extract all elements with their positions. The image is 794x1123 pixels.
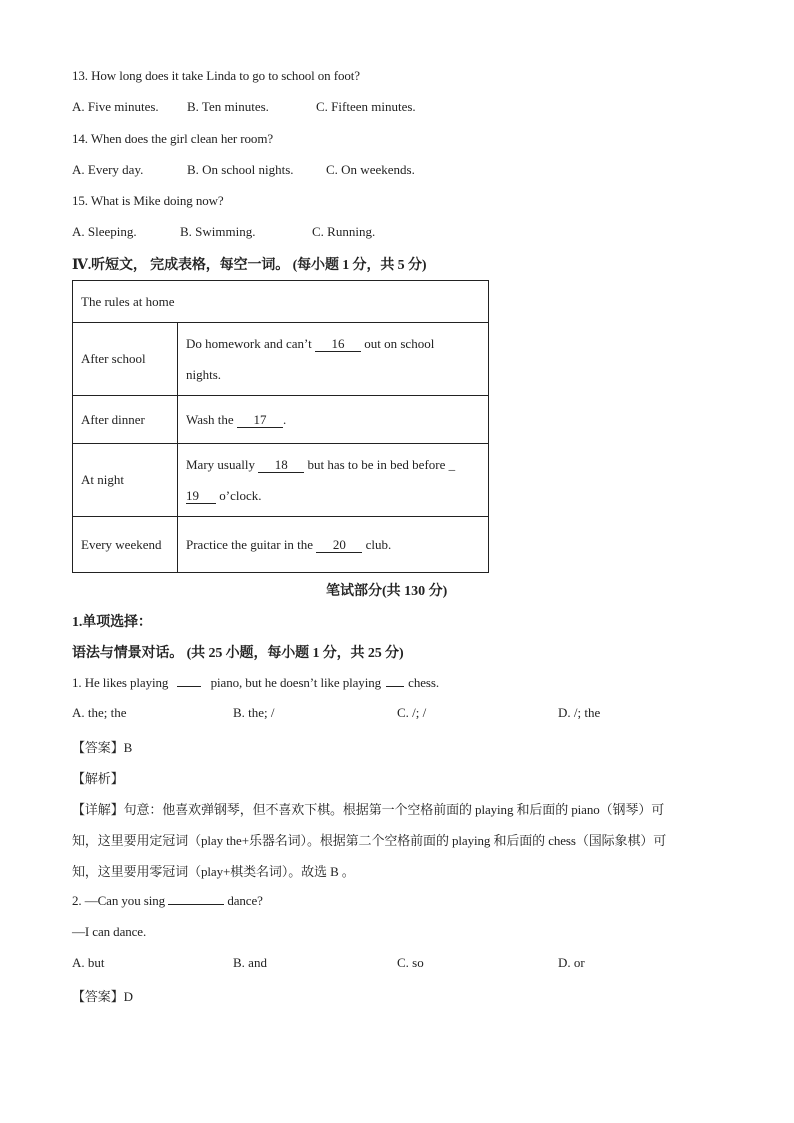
row-content: Do homework and can’t 16 out on school nights. — [178, 323, 489, 396]
grammar-heading: 语法与情景对话。 (共 25 小题，每小题 1 分，共 25 分) — [72, 646, 404, 661]
row-label: Every weekend — [73, 517, 178, 573]
q1-option-a: A. the; the — [72, 705, 127, 720]
table-title-row — [73, 281, 489, 323]
blank-18: 18 — [258, 458, 304, 473]
row-content: Practice the guitar in the 20 club. — [178, 517, 489, 573]
section-4-heading: Ⅳ.听短文， 完成表格，每空一词。 (每小题 1 分，共 5 分) — [72, 258, 427, 273]
question-13: 13. How long does it take Linda to go to school on foot? — [72, 68, 360, 83]
q1-detail-line-1: 【详解】句意：他喜欢弹钢琴，但不喜欢下棋。根据第一个空格前面的 playing 和后面的 piano（钢琴）可 — [72, 802, 665, 817]
table-row — [73, 323, 489, 396]
q13-option-c: C. Fifteen minutes. — [316, 99, 416, 114]
q2-option-b: B. and — [233, 955, 267, 970]
row-label: After dinner — [73, 396, 178, 444]
blank — [168, 904, 224, 905]
row-label: After school — [73, 323, 178, 396]
blank-17: 17 — [237, 413, 283, 428]
q2-option-c: C. so — [397, 955, 424, 970]
part-1-heading: 1.单项选择： — [72, 615, 152, 630]
blank — [177, 686, 201, 687]
q2-option-d: D. or — [558, 955, 585, 970]
q14-option-b: B. On school nights. — [187, 162, 294, 177]
row-content: Mary usually 18 but has to be in bed before _ 19 o’clock. — [178, 444, 489, 517]
question-2: 2. —Can you sing dance? — [72, 893, 263, 908]
q14-option-a: A. Every day. — [72, 162, 144, 177]
question-1: 1. He likes playing piano, but he doesn’t like playing chess. — [72, 675, 439, 690]
question-14: 14. When does the girl clean her room? — [72, 131, 274, 146]
q1-option-d: D. /; the — [558, 705, 601, 720]
q1-detail-line-2: 知，这里要用定冠词（play the+乐器名词）。根据第二个空格前面的 playing 和后面的 chess（国际象棋）可 — [72, 833, 667, 848]
written-heading: 笔试部分(共 130 分) — [326, 584, 448, 599]
q15-option-b: B. Swimming. — [180, 224, 256, 239]
q2-reply: —I can dance. — [72, 924, 147, 939]
blank-16: 16 — [315, 337, 361, 352]
table-row — [73, 396, 489, 444]
q14-option-c: C. On weekends. — [326, 162, 415, 177]
q15-option-c: C. Running. — [312, 224, 376, 239]
rules-table — [72, 280, 489, 573]
q1-option-b: B. the; / — [233, 705, 275, 720]
q13-option-b: B. Ten minutes. — [187, 99, 269, 114]
q15-option-a: A. Sleeping. — [72, 224, 137, 239]
q1-answer: 【答案】B — [72, 740, 133, 755]
question-15: 15. What is Mike doing now? — [72, 193, 224, 208]
q2-answer: 【答案】D — [72, 989, 133, 1004]
q2-option-a: A. but — [72, 955, 105, 970]
table-title: The rules at home — [73, 281, 489, 323]
blank — [386, 686, 404, 687]
table-row — [73, 444, 489, 517]
blank-20: 20 — [316, 538, 362, 553]
row-content: Wash the 17 . — [178, 396, 489, 444]
table-row — [73, 517, 489, 573]
q1-detail-line-3: 知，这里要用零冠词（play+棋类名词）。故选 B 。 — [72, 864, 355, 879]
blank-19: 19 — [186, 489, 216, 504]
row-label: At night — [73, 444, 178, 517]
q1-option-c: C. /; / — [397, 705, 427, 720]
q13-option-a: A. Five minutes. — [72, 99, 159, 114]
q1-analysis-tag: 【解析】 — [72, 771, 124, 786]
